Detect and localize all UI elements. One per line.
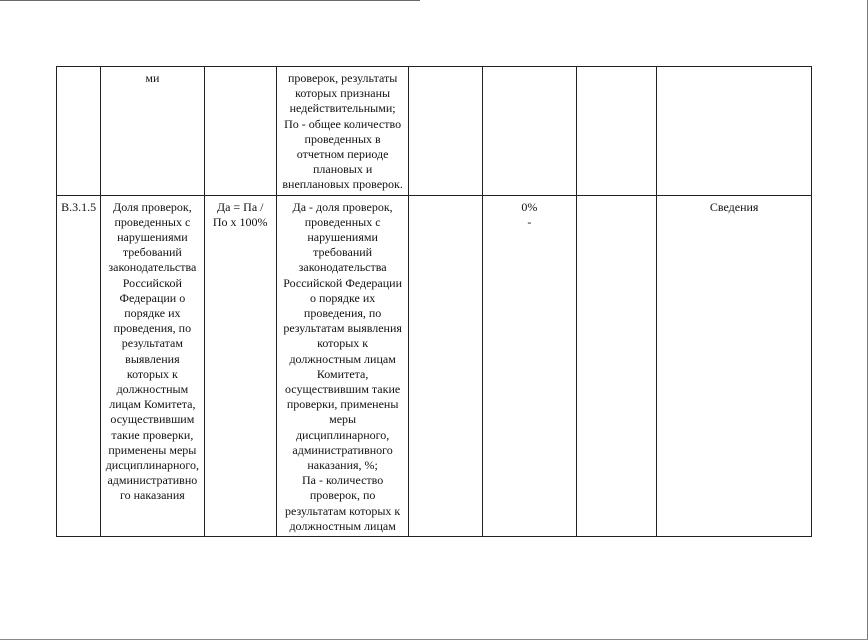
empty-cell (409, 195, 482, 536)
scan-top-edge (0, 0, 420, 1)
table-row (57, 195, 812, 536)
indicator-value (482, 67, 576, 196)
indicator-name: ми (101, 67, 204, 196)
empty-cell (577, 67, 657, 196)
indicators-table (56, 66, 812, 537)
empty-cell (577, 195, 657, 536)
indicator-formula (204, 67, 276, 196)
table-row (57, 67, 812, 196)
indicator-name: Доля проверок, проведенных с нарушениями требований законодательства Российской Федерации о порядке их проведения, по результатам выявления которых к должностным лицам Комитета, осуществившим такие проверки, применены меры дисциплинарного, административно го наказания (101, 195, 204, 536)
data-source: Сведения (657, 195, 812, 536)
data-source (657, 67, 812, 196)
formula-description: проверок, результаты которых признаны недействительными; По - общее количество проведенных в отчетном периоде плановых и внеплановых проверок. (276, 67, 409, 196)
formula-description: Да - доля проверок, проведенных с нарушениями требований законодательства Российской Федерации о порядке их проведения, по результатам выявления которых к должностным лицам Комитета, осуществившим такие проверки, применены меры дисциплинарного, административного наказания, %; Па - количество проверок, по результатам которых к должностным лицам (276, 195, 409, 536)
indicator-value: 0% - (482, 195, 576, 536)
indicator-code: В.3.1.5 (57, 195, 101, 536)
empty-cell (409, 67, 482, 196)
indicator-formula: Да = Па / По х 100% (204, 195, 276, 536)
indicator-code (57, 67, 101, 196)
